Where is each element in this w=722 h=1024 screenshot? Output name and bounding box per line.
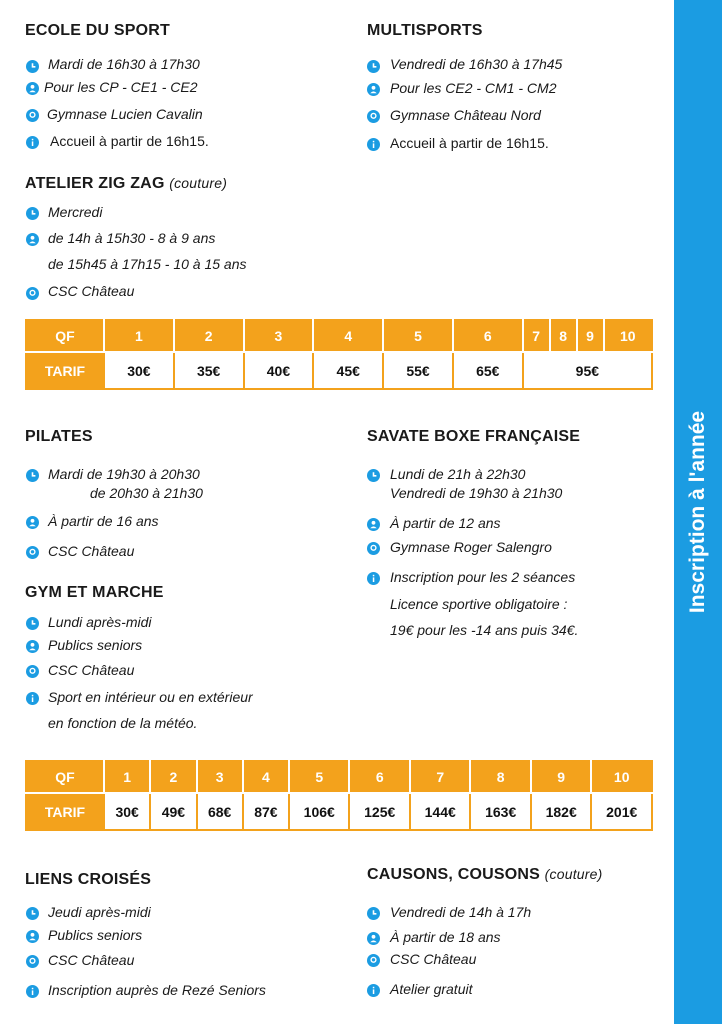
location-pin-icon bbox=[26, 665, 39, 678]
sidebar-title: Inscription à l'année bbox=[686, 410, 709, 614]
pilates-slot-2: de 20h30 à 21h30 bbox=[90, 485, 203, 501]
tarif-cell: 182€ bbox=[531, 793, 591, 830]
qf-cell: 7 bbox=[410, 761, 470, 793]
tarif-cell: 35€ bbox=[174, 352, 244, 389]
multi-place: Gymnase Château Nord bbox=[390, 107, 541, 123]
tarif-cell: 45€ bbox=[313, 352, 383, 389]
gym-audience: Publics seniors bbox=[48, 637, 143, 653]
tarif-table-1 bbox=[25, 319, 653, 390]
clock-icon bbox=[26, 207, 39, 220]
qf-cell: 6 bbox=[453, 320, 523, 352]
zigzag-slot-2: de 15h45 à 17h15 - 10 à 15 ans bbox=[48, 256, 247, 272]
gym-info-1: Sport en intérieur ou en extérieur bbox=[48, 689, 253, 705]
savate-audience: À partir de 12 ans bbox=[390, 515, 501, 531]
pilates-place: CSC Château bbox=[48, 543, 135, 559]
tarif-label: TARIF bbox=[26, 793, 104, 830]
qf-cell: 2 bbox=[174, 320, 244, 352]
pilates-title: PILATES bbox=[25, 428, 93, 445]
tarif-cell: 201€ bbox=[591, 793, 652, 830]
liens-title: LIENS CROISÉS bbox=[25, 871, 152, 888]
qf-cell: 6 bbox=[349, 761, 409, 793]
info-icon bbox=[26, 985, 39, 998]
ecole-info: Accueil à partir de 16h15. bbox=[50, 133, 209, 149]
qf-cell: 5 bbox=[289, 761, 349, 793]
clock-icon bbox=[26, 469, 39, 482]
tarif-cell: 87€ bbox=[243, 793, 289, 830]
liens-audience: Publics seniors bbox=[48, 927, 143, 943]
multi-title: MULTISPORTS bbox=[367, 22, 483, 39]
person-icon bbox=[26, 516, 39, 529]
causons-audience: À partir de 18 ans bbox=[390, 929, 501, 945]
qf-cell: 2 bbox=[150, 761, 196, 793]
multi-audience: Pour les CE2 - CM1 - CM2 bbox=[390, 80, 557, 96]
tarif-cell: 65€ bbox=[453, 352, 523, 389]
clock-icon bbox=[26, 60, 39, 73]
savate-slot-1: Lundi de 21h à 22h30 bbox=[390, 466, 526, 482]
qf-cell: 7 bbox=[523, 320, 550, 352]
clock-icon bbox=[26, 617, 39, 630]
gym-place: CSC Château bbox=[48, 662, 135, 678]
tarif-cell: 125€ bbox=[349, 793, 409, 830]
qf-cell: 4 bbox=[313, 320, 383, 352]
tarif-cell: 40€ bbox=[244, 352, 314, 389]
tarif-row bbox=[26, 352, 652, 389]
tarif-cell: 30€ bbox=[104, 352, 174, 389]
person-icon bbox=[367, 932, 380, 945]
gym-info-2: en fonction de la météo. bbox=[48, 715, 198, 731]
qf-cell: 8 bbox=[550, 320, 577, 352]
person-icon bbox=[26, 233, 39, 246]
qf-row bbox=[26, 761, 652, 793]
causons-schedule: Vendredi de 14h à 17h bbox=[390, 904, 532, 920]
zigzag-day: Mercredi bbox=[48, 204, 103, 220]
clock-icon bbox=[367, 907, 380, 920]
ecole-title: ECOLE DU SPORT bbox=[25, 22, 171, 39]
qf-cell: 9 bbox=[577, 320, 604, 352]
multi-schedule: Vendredi de 16h30 à 17h45 bbox=[390, 56, 563, 72]
savate-info-2: Licence sportive obligatoire : bbox=[390, 596, 568, 612]
location-pin-icon bbox=[367, 954, 380, 967]
causons-info: Atelier gratuit bbox=[390, 981, 473, 997]
qf-cell: 4 bbox=[243, 761, 289, 793]
person-icon bbox=[26, 82, 39, 95]
qf-label: QF bbox=[26, 761, 104, 793]
tarif-merged-cell: 95€ bbox=[523, 352, 652, 389]
ecole-audience: Pour les CP - CE1 - CE2 bbox=[44, 79, 198, 95]
location-pin-icon bbox=[26, 287, 39, 300]
savate-info-1: Inscription pour les 2 séances bbox=[390, 569, 576, 585]
causons-note: (couture) bbox=[544, 866, 603, 882]
tarif-row bbox=[26, 793, 652, 830]
tarif-cell: 144€ bbox=[410, 793, 470, 830]
tarif-cell: 30€ bbox=[104, 793, 150, 830]
location-pin-icon bbox=[367, 542, 380, 555]
tarif-cell: 49€ bbox=[150, 793, 196, 830]
savate-slot-2: Vendredi de 19h30 à 21h30 bbox=[390, 485, 563, 501]
zigzag-place: CSC Château bbox=[48, 283, 135, 299]
info-icon bbox=[367, 138, 380, 151]
clock-icon bbox=[367, 60, 380, 73]
qf-label: QF bbox=[26, 320, 104, 352]
qf-cell: 8 bbox=[470, 761, 530, 793]
location-pin-icon bbox=[26, 955, 39, 968]
causons-title: CAUSONS, COUSONS (couture) bbox=[367, 866, 603, 883]
tarif-table-2 bbox=[25, 760, 653, 831]
causons-place: CSC Château bbox=[390, 951, 477, 967]
savate-place: Gymnase Roger Salengro bbox=[390, 539, 552, 555]
info-icon bbox=[26, 692, 39, 705]
location-pin-icon bbox=[26, 109, 39, 122]
tarif-cell: 55€ bbox=[383, 352, 453, 389]
gym-day: Lundi après-midi bbox=[48, 614, 152, 630]
qf-cell: 3 bbox=[244, 320, 314, 352]
person-icon bbox=[26, 930, 39, 943]
qf-cell: 1 bbox=[104, 761, 150, 793]
qf-cell: 10 bbox=[604, 320, 652, 352]
gym-title: GYM ET MARCHE bbox=[25, 584, 164, 601]
ecole-schedule: Mardi de 16h30 à 17h30 bbox=[48, 56, 200, 72]
clock-icon bbox=[26, 907, 39, 920]
liens-place: CSC Château bbox=[48, 952, 135, 968]
multi-info: Accueil à partir de 16h15. bbox=[390, 135, 549, 151]
zigzag-title: ATELIER ZIG ZAG (couture) bbox=[25, 175, 228, 192]
person-icon bbox=[26, 640, 39, 653]
location-pin-icon bbox=[26, 546, 39, 559]
info-icon bbox=[367, 984, 380, 997]
clock-icon bbox=[367, 469, 380, 482]
qf-cell: 9 bbox=[531, 761, 591, 793]
savate-info-3: 19€ pour les -14 ans puis 34€. bbox=[390, 622, 579, 638]
qf-cell: 3 bbox=[197, 761, 243, 793]
tarif-cell: 106€ bbox=[289, 793, 349, 830]
info-icon bbox=[26, 136, 39, 149]
info-icon bbox=[367, 572, 380, 585]
qf-cell: 1 bbox=[104, 320, 174, 352]
person-icon bbox=[367, 518, 380, 531]
tarif-cell: 163€ bbox=[470, 793, 530, 830]
qf-cell: 5 bbox=[383, 320, 453, 352]
zigzag-note: (couture) bbox=[169, 175, 228, 191]
qf-cell: 10 bbox=[591, 761, 652, 793]
pilates-slot-1: Mardi de 19h30 à 20h30 bbox=[48, 466, 200, 482]
liens-day: Jeudi après-midi bbox=[48, 904, 151, 920]
qf-row bbox=[26, 320, 652, 352]
zigzag-slot-1: de 14h à 15h30 - 8 à 9 ans bbox=[48, 230, 216, 246]
tarif-label: TARIF bbox=[26, 352, 104, 389]
pilates-audience: À partir de 16 ans bbox=[48, 513, 159, 529]
location-pin-icon bbox=[367, 110, 380, 123]
liens-info: Inscription auprès de Rezé Seniors bbox=[48, 982, 266, 998]
tarif-cell: 68€ bbox=[197, 793, 243, 830]
person-icon bbox=[367, 83, 380, 96]
savate-title: SAVATE BOXE FRANÇAISE bbox=[367, 428, 581, 445]
ecole-place: Gymnase Lucien Cavalin bbox=[47, 106, 203, 122]
